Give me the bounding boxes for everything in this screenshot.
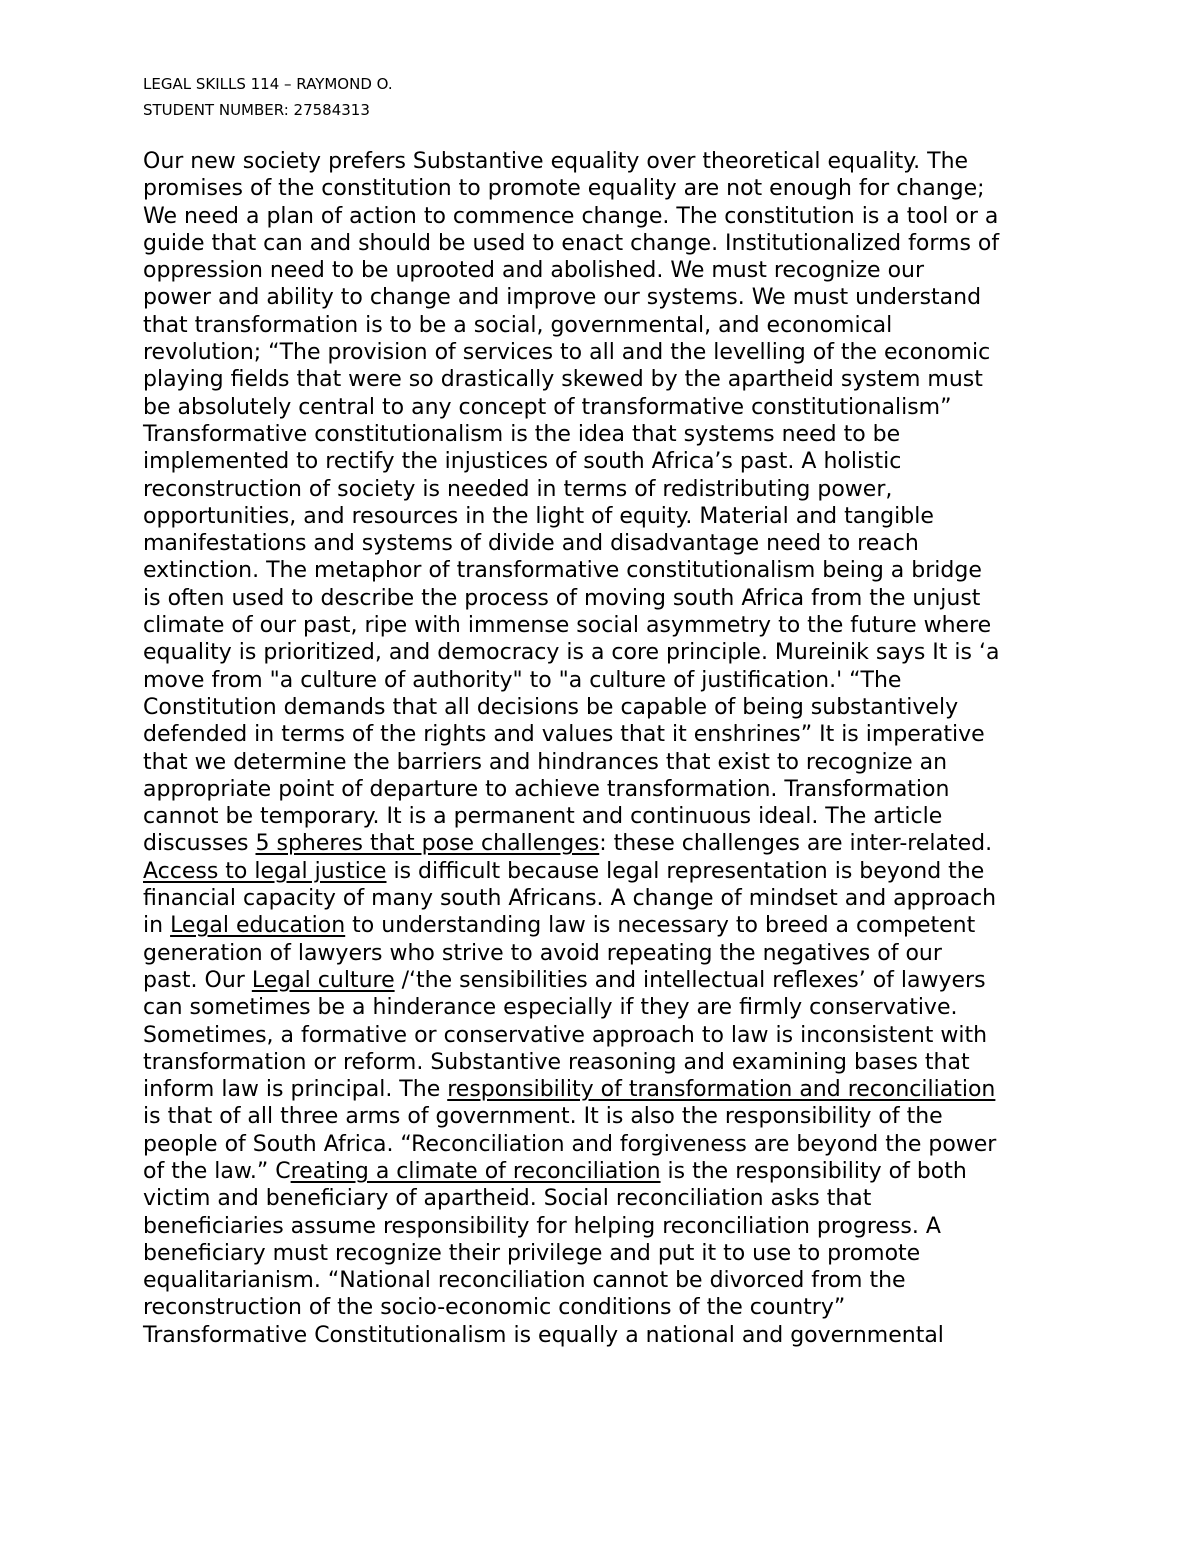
text-line [143, 776, 1143, 803]
text-line [143, 830, 1143, 857]
text-segment: is difficult because legal representation is beyond the [386, 858, 985, 884]
text-line [143, 1022, 1143, 1049]
text-segment: appropriate point of departure to achieve transformation. Transformation [143, 776, 950, 802]
text-line [143, 1322, 1143, 1349]
text-segment: oppression need to be uprooted and abolished. We must recognize our [143, 258, 925, 284]
underlined-phrase: Access to legal justice [143, 858, 387, 884]
underlined-phrase: reating a climate of reconciliation [290, 1158, 661, 1184]
text-segment: transformation or reform. Substantive reasoning and examining bases that [143, 1049, 970, 1075]
text-segment: generation of lawyers who strive to avoid repeating the negatives of our [143, 940, 942, 966]
text-line [143, 503, 1143, 530]
text-segment: can sometimes be a hinderance especially if they are firmly conservative. [143, 995, 958, 1021]
text-segment: to understanding law is necessary to breed a competent [345, 913, 976, 939]
text-segment: is often used to describe the process of moving south Africa from the unjust [143, 585, 981, 611]
text-line [143, 667, 1143, 694]
text-segment: people of South Africa. “Reconciliation and forgiveness are beyond the power [143, 1131, 997, 1157]
text-segment: move from "a culture of authority" to "a culture of justification.' “The [143, 667, 902, 693]
text-line [143, 312, 1143, 339]
text-line [143, 394, 1143, 421]
text-segment: extinction. The metaphor of transformative constitutionalism being a bridge [143, 558, 982, 584]
text-segment: beneficiary must recognize their privilege and put it to use to promote [143, 1240, 921, 1266]
text-segment: playing fields that were so drastically skewed by the apartheid system must [143, 367, 983, 393]
text-segment: equalitarianism. “National reconciliation cannot be divorced from the [143, 1268, 906, 1294]
text-segment: defended in terms of the rights and values that it enshrines” It is imperative [143, 722, 985, 748]
underlined-phrase: Legal culture [251, 967, 395, 993]
underlined-phrase: 5 spheres that pose challenges [255, 831, 600, 857]
essay-body [143, 148, 1143, 1349]
text-segment: Our new society prefers Substantive equality over theoretical equality. The [143, 149, 969, 174]
text-segment: reconstruction of the socio-economic conditions of the country” [143, 1295, 846, 1321]
text-segment: inform law is principal. The [143, 1077, 448, 1103]
text-line [143, 749, 1143, 776]
student-number-heading: STUDENT NUMBER: 27584313 [143, 101, 370, 119]
text-line [143, 1103, 1143, 1130]
text-segment: beneficiaries assume responsibility for helping reconciliation progress. A [143, 1213, 941, 1239]
text-line [143, 912, 1143, 939]
text-line [143, 421, 1143, 448]
text-line [143, 1185, 1143, 1212]
text-line [143, 230, 1143, 257]
text-line [143, 694, 1143, 721]
text-segment: climate of our past, ripe with immense social asymmetry to the future where [143, 613, 992, 639]
text-line [143, 940, 1143, 967]
text-segment: manifestations and systems of divide and disadvantage need to reach [143, 531, 919, 557]
text-line [143, 366, 1143, 393]
text-segment: Sometimes, a formative or conservative approach to law is inconsistent with [143, 1022, 988, 1048]
text-segment: equality is prioritized, and democracy is a core principle. Mureinik says It is ‘a [143, 640, 1000, 666]
text-segment: Transformative Constitutionalism is equally a national and governmental [143, 1322, 944, 1348]
text-segment: is the responsibility of both [660, 1158, 967, 1184]
text-segment: is that of all three arms of government. It is also the responsibility of the [143, 1104, 943, 1130]
text-line [143, 1213, 1143, 1240]
text-segment: that transformation is to be a social, governmental, and economical [143, 312, 893, 338]
text-segment: of the law.” C [143, 1158, 291, 1184]
text-segment: : these challenges are inter-related. [599, 831, 993, 857]
text-line [143, 448, 1143, 475]
text-segment: opportunities, and resources in the light of equity. Material and tangible [143, 503, 934, 529]
text-segment: victim and beneficiary of apartheid. Social reconciliation asks that [143, 1186, 872, 1212]
text-line [143, 339, 1143, 366]
text-line [143, 1131, 1143, 1158]
text-segment: Constitution demands that all decisions be capable of being substantively [143, 694, 959, 720]
text-line [143, 885, 1143, 912]
course-heading: LEGAL SKILLS 114 – RAYMOND O. [143, 75, 393, 93]
text-line [143, 284, 1143, 311]
text-segment: We need a plan of action to commence change. The constitution is a tool or a [143, 203, 999, 229]
text-segment: Transformative constitutionalism is the idea that systems need to be [143, 421, 901, 447]
text-line [143, 1076, 1143, 1103]
text-line [143, 1294, 1143, 1321]
text-line [143, 530, 1143, 557]
text-line [143, 994, 1143, 1021]
text-line [143, 858, 1143, 885]
text-segment: reconstruction of society is needed in terms of redistributing power, [143, 476, 893, 502]
text-segment: guide that can and should be used to enact change. Institutionalized forms of [143, 230, 1000, 256]
text-line [143, 257, 1143, 284]
text-line [143, 1158, 1143, 1185]
underlined-phrase: Legal education [170, 913, 346, 939]
text-line [143, 203, 1143, 230]
text-line [143, 557, 1143, 584]
text-segment: implemented to rectify the injustices of south Africa’s past. A holistic [143, 449, 902, 475]
document-page [143, 71, 1143, 1349]
text-segment: in [143, 913, 171, 939]
text-segment: power and ability to change and improve our systems. We must understand [143, 285, 982, 311]
text-line [143, 1267, 1143, 1294]
text-line [143, 803, 1143, 830]
text-line [143, 721, 1143, 748]
text-segment: discusses [143, 831, 256, 857]
text-line [143, 612, 1143, 639]
text-segment: that we determine the barriers and hindrances that exist to recognize an [143, 749, 948, 775]
text-segment: past. Our [143, 967, 252, 993]
text-segment: cannot be temporary. It is a permanent and continuous ideal. The article [143, 804, 943, 830]
text-line [143, 148, 1143, 175]
text-line [143, 1240, 1143, 1267]
text-segment: /‘the sensibilities and intellectual reflexes’ of lawyers [394, 967, 986, 993]
text-line [143, 585, 1143, 612]
text-line [143, 1049, 1143, 1076]
text-segment: revolution; “The provision of services to all and the levelling of the economic [143, 340, 991, 366]
text-line [143, 639, 1143, 666]
underlined-phrase: responsibility of transformation and reconciliation [447, 1077, 996, 1103]
text-segment: financial capacity of many south Africans. A change of mindset and approach [143, 886, 997, 912]
text-line [143, 175, 1143, 202]
text-segment: be absolutely central to any concept of transformative constitutionalism” [143, 394, 952, 420]
text-segment: promises of the constitution to promote equality are not enough for change; [143, 176, 985, 202]
text-line [143, 967, 1143, 994]
text-line [143, 476, 1143, 503]
